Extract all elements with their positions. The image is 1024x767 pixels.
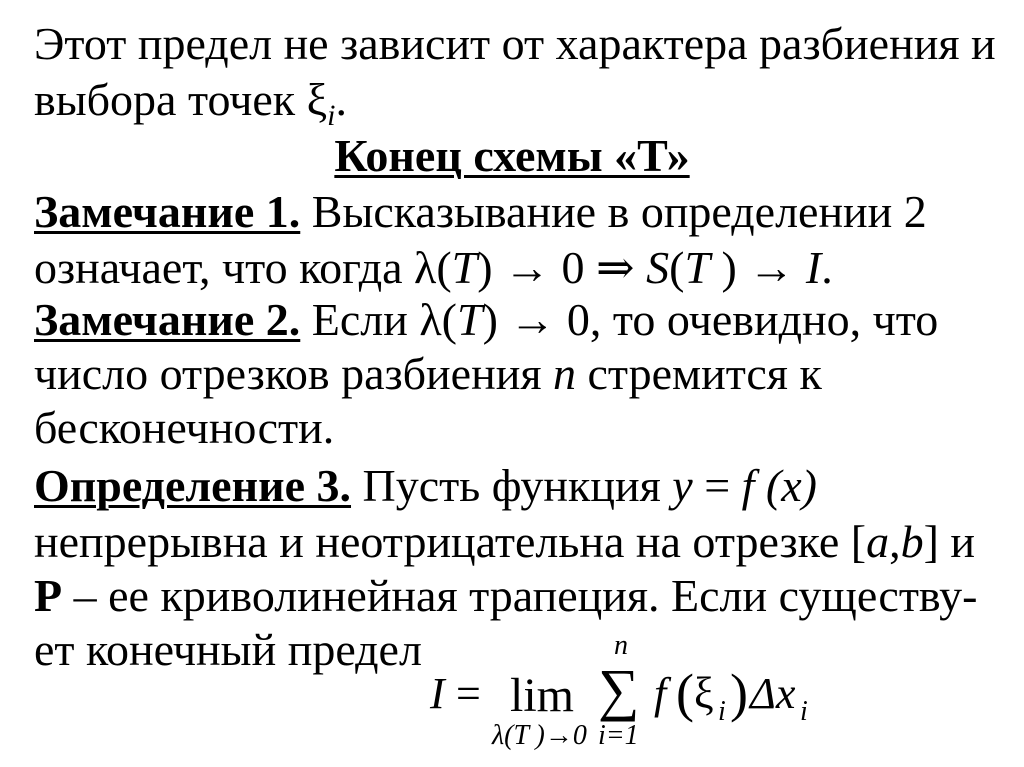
formula-sigma: ∑ xyxy=(598,657,640,722)
formula-equals: = xyxy=(456,669,481,718)
remark-2-line-1: Замечание 2. Если λ(T) → 0, то очевидно, что xyxy=(34,294,939,345)
text-line-2: выбора точек $\xi_i$. xyxy=(34,74,348,132)
formula-xi-sub: i xyxy=(718,696,726,727)
formula-lim: lim xyxy=(510,669,575,722)
definition-3-line-1: Определение 3. Пусть функция y = f (x) xyxy=(34,460,817,511)
remark-1-line-1: Замечание 1. Высказывание в определении 2 xyxy=(34,186,927,237)
remark-2-line-3: бесконечности. xyxy=(34,402,335,453)
formula-sum-top: n xyxy=(614,630,628,661)
definition-3-line-4: ет конечный предел xyxy=(34,624,422,675)
formula-delta-sub: i xyxy=(800,696,808,727)
formula-xi: ξ xyxy=(694,669,714,718)
formula-delta-x: Δx xyxy=(750,669,796,718)
section-heading: Конец схемы «Т» xyxy=(334,130,690,181)
remark-1-label: Замечание 1. xyxy=(34,186,301,237)
text-line-1: Этот предел не зависит от характера разбиения и xyxy=(34,18,996,69)
formula-I: I xyxy=(430,669,445,718)
formula-paren-close: ) xyxy=(730,663,748,723)
remark-2-label: Замечание 2. xyxy=(34,294,301,345)
remark-2-line-2: число отрезков разбиения n стремится к xyxy=(34,348,822,399)
remark-1-line-2: означает, что когда λ(T) → 0 ⇒ S(T ) → I. xyxy=(34,242,833,293)
formula-sum-bottom: i=1 xyxy=(598,720,639,751)
formula-f: f xyxy=(654,669,667,718)
definition-3-line-2: непрерывна и неотрицательна на отрезке [a,b] и xyxy=(34,516,976,567)
formula-lim-sub: λ(T )→0 xyxy=(492,720,587,751)
definition-3-line-3: P – ее криволинейная трапеция. Если существу- xyxy=(34,570,978,621)
definition-3-label: Определение 3. xyxy=(34,460,352,511)
formula-paren-open: ( xyxy=(676,663,694,723)
